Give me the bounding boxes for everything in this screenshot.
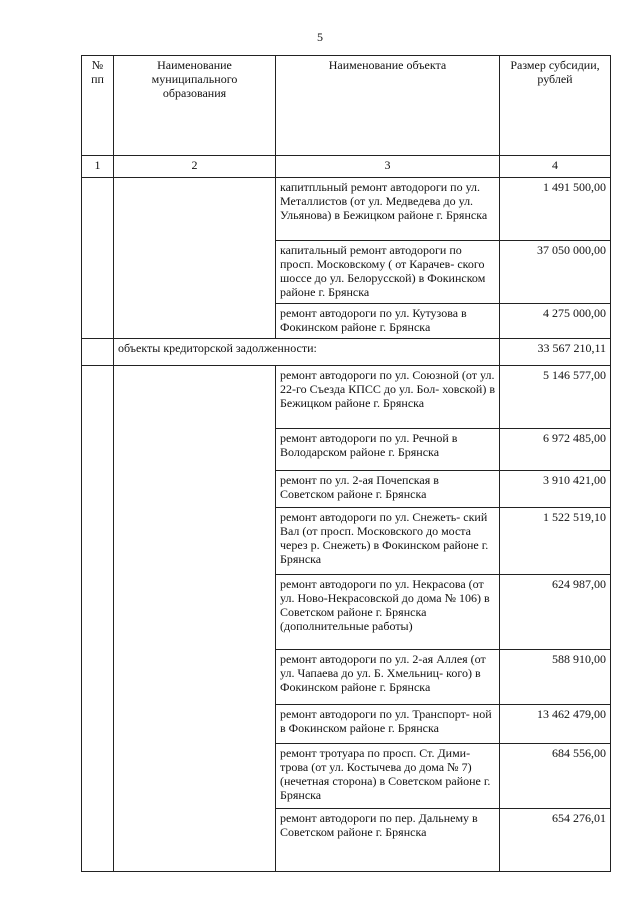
subsidy-amount: 37 050 000,00 xyxy=(500,241,611,304)
header-row xyxy=(82,56,611,156)
empty-cell xyxy=(114,178,276,339)
empty-cell xyxy=(82,178,114,339)
header-municipality: Наименование муниципального образования xyxy=(114,56,276,156)
empty-cell xyxy=(82,339,114,366)
subsidy-amount: 1 491 500,00 xyxy=(500,178,611,241)
subtotal-amount: 33 567 210,11 xyxy=(500,339,611,366)
object-name: ремонт автодороги по ул. Кутузова в Фокинском районе г. Брянска xyxy=(276,304,500,339)
column-number: 1 xyxy=(82,156,114,178)
object-name: ремонт тротуара по просп. Ст. Дими- трова (от ул. Костычева до дома № 7) (нечетная сторона) в Советском районе г. Брянска xyxy=(276,744,500,809)
page-number: 5 xyxy=(317,30,323,44)
subtotal-row xyxy=(82,339,611,366)
header-num: № пп xyxy=(82,56,114,156)
column-numbers-row xyxy=(82,156,611,178)
object-name: ремонт автодороги по ул. 2-ая Аллея (от ул. Чапаева до ул. Б. Хмельниц- кого) в Фокинском районе г. Брянска xyxy=(276,650,500,705)
table-row xyxy=(82,366,611,429)
subsidy-amount: 6 972 485,00 xyxy=(500,429,611,471)
object-name: ремонт автодороги по ул. Речной в Володарском районе г. Брянска xyxy=(276,429,500,471)
object-name: капитальный ремонт автодороги по просп. Московскому ( от Карачев- ского шоссе до ул. Белорусской) в Фокинском районе г. Брянска xyxy=(276,241,500,304)
subsidy-amount: 684 556,00 xyxy=(500,744,611,809)
empty-cell xyxy=(82,366,114,872)
subsidy-amount: 654 276,01 xyxy=(500,809,611,872)
object-name: ремонт по ул. 2-ая Почепская в Советском районе г. Брянска xyxy=(276,471,500,508)
subsidy-amount: 13 462 479,00 xyxy=(500,705,611,744)
subsidy-amount: 624 987,00 xyxy=(500,575,611,650)
subsidy-amount: 3 910 421,00 xyxy=(500,471,611,508)
header-amount: Размер субсидии, рублей xyxy=(500,56,611,156)
subsidy-amount: 4 275 000,00 xyxy=(500,304,611,339)
object-name: капитпльный ремонт автодороги по ул. Металлистов (от ул. Медведева до ул. Ульянова) в Бежицком районе г. Брянска xyxy=(276,178,500,241)
empty-cell xyxy=(114,366,276,872)
subsidy-amount: 588 910,00 xyxy=(500,650,611,705)
object-name: ремонт автодороги по ул. Некрасова (от ул. Ново-Некрасовской до дома № 106) в Советском районе г. Брянска (дополнительные работы) xyxy=(276,575,500,650)
table-row xyxy=(82,178,611,241)
header-object: Наименование объекта xyxy=(276,56,500,156)
object-name: ремонт автодороги по ул. Снежеть- ский Вал (от просп. Московского до моста через р. Снежеть) в Фокинском районе г. Брянска xyxy=(276,508,500,575)
subsidy-table xyxy=(81,55,611,872)
object-name: ремонт автодороги по ул. Транспорт- ной в Фокинском районе г. Брянска xyxy=(276,705,500,744)
subsidy-amount: 5 146 577,00 xyxy=(500,366,611,429)
object-name: ремонт автодороги по пер. Дальнему в Советском районе г. Брянска xyxy=(276,809,500,872)
column-number: 2 xyxy=(114,156,276,178)
object-name: ремонт автодороги по ул. Союзной (от ул. 22-го Съезда КПСС до ул. Бол- ховской) в Бежицком районе г. Брянска xyxy=(276,366,500,429)
column-number: 3 xyxy=(276,156,500,178)
subsidy-amount: 1 522 519,10 xyxy=(500,508,611,575)
subtotal-label: объекты кредиторской задолженности: xyxy=(114,339,500,366)
column-number: 4 xyxy=(500,156,611,178)
